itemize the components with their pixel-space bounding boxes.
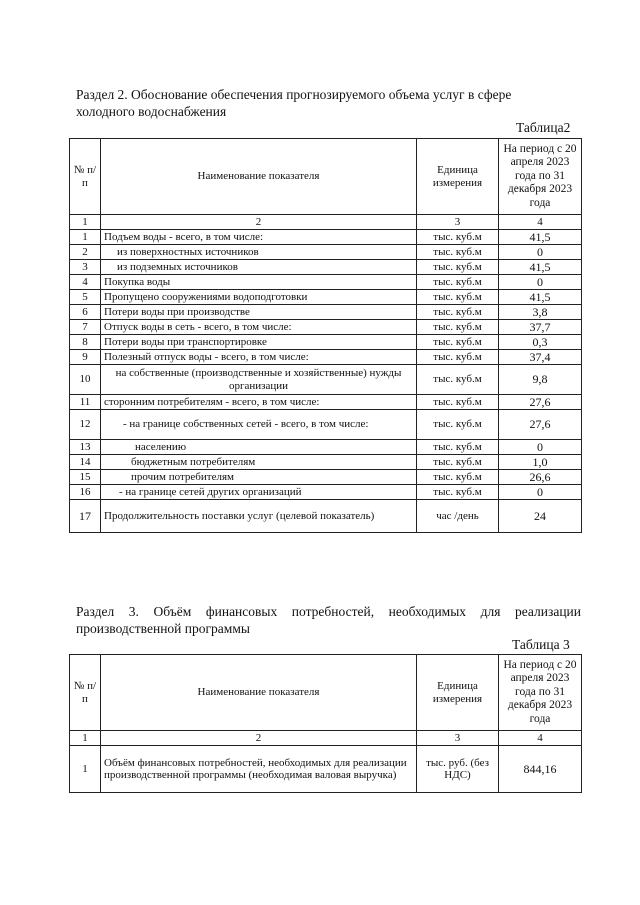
table2-label: Таблица2 [516,120,571,135]
row-number: 8 [70,335,101,350]
table-row [70,245,582,260]
section3-heading [76,603,581,637]
row-number: 1 [70,746,101,793]
row-value: 3,8 [499,305,582,320]
table3-index-cell: 2 [101,731,417,746]
row-unit: тыс. куб.м [417,410,499,440]
row-number: 11 [70,395,101,410]
row-unit: тыс. куб.м [417,485,499,500]
row-value: 41,5 [499,230,582,245]
row-name: Полезный отпуск воды - всего, в том числе: [101,350,417,365]
row-unit: тыс. куб.м [417,230,499,245]
section3-heading-line1: Раздел 3. Объём финансовых потребностей, необходимых для реализации [76,604,581,619]
row-unit: тыс. куб.м [417,305,499,320]
table2-index-cell: 1 [70,215,101,230]
table3-header-name: Наименование показателя [101,655,417,731]
row-number: 13 [70,440,101,455]
row-name: Продолжительность поставки услуг (целевой показатель) [101,500,417,533]
table2-index-cell: 3 [417,215,499,230]
row-number: 7 [70,320,101,335]
row-name: из поверхностных источников [101,245,417,260]
row-name: сторонним потребителям - всего, в том числе: [101,395,417,410]
table3-index-cell: 3 [417,731,499,746]
table3-header-period: На период с 20 апреля 2023 года по 31 декабря 2023 года [499,655,582,731]
row-number: 15 [70,470,101,485]
row-value: 26,6 [499,470,582,485]
table-row [70,470,582,485]
row-unit: тыс. куб.м [417,275,499,290]
table-row [70,455,582,470]
table-row [70,305,582,320]
row-unit: тыс. куб.м [417,455,499,470]
row-unit: тыс. куб.м [417,260,499,275]
table-row [70,485,582,500]
row-name: Потери воды при транспортировке [101,335,417,350]
row-unit: тыс. куб.м [417,335,499,350]
row-value: 0 [499,275,582,290]
section2-heading [76,86,581,120]
row-value: 37,7 [499,320,582,335]
row-value: 0 [499,485,582,500]
row-unit: тыс. куб.м [417,440,499,455]
row-name: Объём финансовых потребностей, необходимых для реализации производственной программы (необходимая валовая выручка) [101,746,417,793]
table-row [70,410,582,440]
row-name: на собственные (производственные и хозяйственные) нужды организации [101,365,417,395]
table2 [69,138,582,533]
row-value: 0 [499,440,582,455]
table-row [70,395,582,410]
section2-heading-line2: холодного водоснабжения [76,104,227,119]
table-row [70,350,582,365]
row-number: 4 [70,275,101,290]
row-name: - на границе собственных сетей - всего, в том числе: [101,410,417,440]
table3-header-row [70,655,582,731]
table2-index-row [70,215,582,230]
row-name: - на границе сетей других организаций [101,485,417,500]
table3-header-unit: Единица измерения [417,655,499,731]
table2-header-unit: Единица измерения [417,139,499,215]
row-value: 24 [499,500,582,533]
row-name: из подземных источников [101,260,417,275]
table3-index-row [70,731,582,746]
row-value: 27,6 [499,410,582,440]
table2-index-cell: 2 [101,215,417,230]
row-unit: тыс. куб.м [417,395,499,410]
row-name: населению [101,440,417,455]
table-row [70,320,582,335]
row-unit: тыс. куб.м [417,320,499,335]
row-value: 1,0 [499,455,582,470]
table-row [70,335,582,350]
row-value: 41,5 [499,290,582,305]
row-unit: тыс. куб.м [417,290,499,305]
row-value: 0 [499,245,582,260]
table2-header-period: На период с 20 апреля 2023 года по 31 декабря 2023 года [499,139,582,215]
table-row [70,440,582,455]
table-row [70,500,582,533]
row-value: 9,8 [499,365,582,395]
table2-header-num: № п/п [70,139,101,215]
row-number: 6 [70,305,101,320]
row-unit: тыс. куб.м [417,365,499,395]
table-row [70,746,582,793]
table3-index-cell: 4 [499,731,582,746]
row-number: 10 [70,365,101,395]
row-number: 2 [70,245,101,260]
row-name: Покупка воды [101,275,417,290]
row-number: 14 [70,455,101,470]
section3-heading-line2: производственной программы [76,621,250,636]
row-unit: тыс. куб.м [417,245,499,260]
table3 [69,654,582,793]
row-name: бюджетным потребителям [101,455,417,470]
table3-label: Таблица 3 [512,637,570,652]
table3-index-cell: 1 [70,731,101,746]
table-row [70,275,582,290]
table2-header-name: Наименование показателя [101,139,417,215]
row-name: Потери воды при производстве [101,305,417,320]
row-name: Подъем воды - всего, в том числе: [101,230,417,245]
row-unit: час /день [417,500,499,533]
row-unit: тыс. куб.м [417,470,499,485]
row-unit: тыс. руб. (без НДС) [417,746,499,793]
table3-header-num: № п/п [70,655,101,731]
row-value: 844,16 [499,746,582,793]
row-number: 16 [70,485,101,500]
table-row [70,260,582,275]
row-value: 41,5 [499,260,582,275]
row-number: 12 [70,410,101,440]
row-number: 3 [70,260,101,275]
row-unit: тыс. куб.м [417,350,499,365]
row-name: Отпуск воды в сеть - всего, в том числе: [101,320,417,335]
row-number: 17 [70,500,101,533]
table-row [70,290,582,305]
row-number: 5 [70,290,101,305]
row-name: прочим потребителям [101,470,417,485]
row-value: 37,4 [499,350,582,365]
row-value: 27,6 [499,395,582,410]
row-number: 9 [70,350,101,365]
table-row [70,365,582,395]
table-row [70,230,582,245]
row-name: Пропущено сооружениями водоподготовки [101,290,417,305]
table2-header-row [70,139,582,215]
row-number: 1 [70,230,101,245]
table2-index-cell: 4 [499,215,582,230]
row-value: 0,3 [499,335,582,350]
section2-heading-line1: Раздел 2. Обоснование обеспечения прогнозируемого объема услуг в сфере [76,87,512,102]
